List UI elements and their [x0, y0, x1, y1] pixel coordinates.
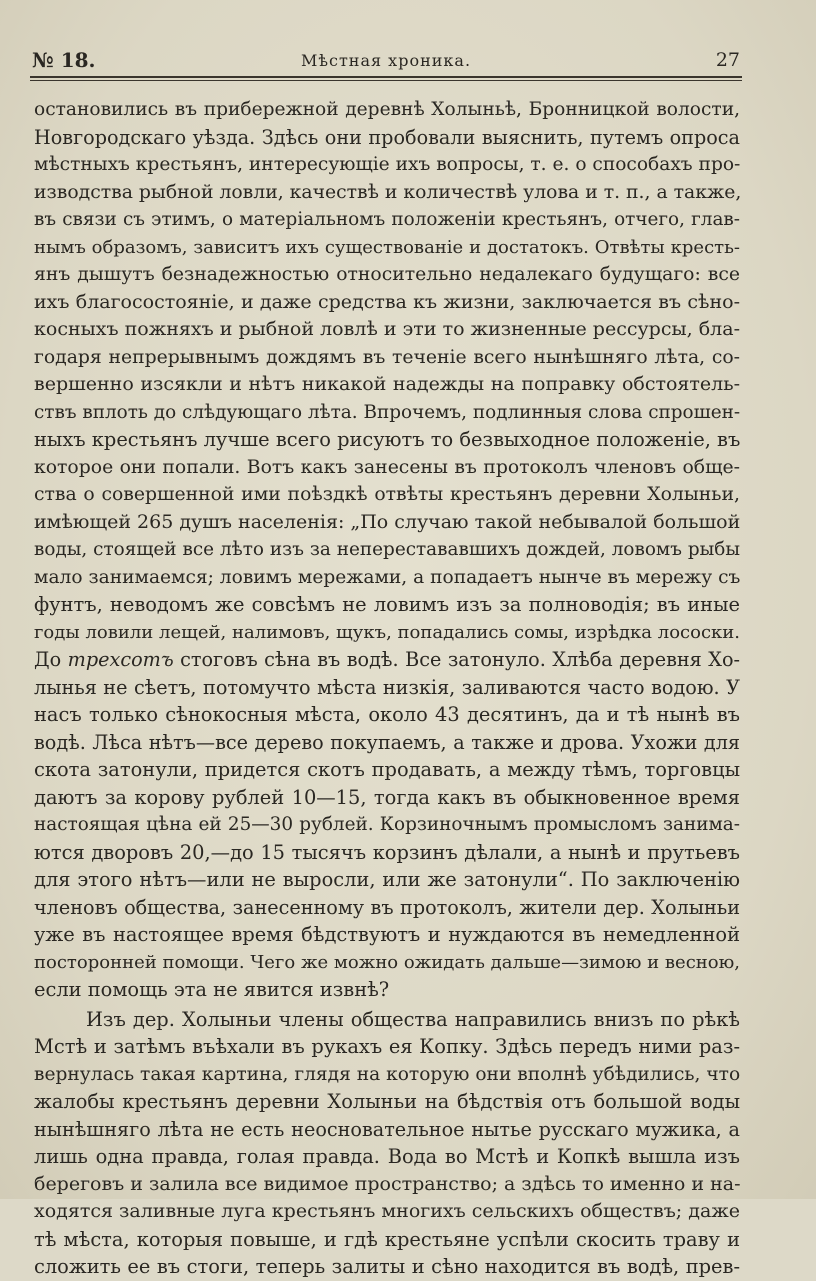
- text-line: ныхъ крестьянъ лучше всего рисуютъ то безвыходное положеніе, въ: [34, 428, 741, 451]
- text-line-italic: [34, 646, 740, 674]
- text-line: годы ловили лещей, налимовъ, щукъ, попадались сомы, изрѣдка лососки.: [34, 621, 740, 643]
- header-rule: [30, 76, 742, 78]
- text-line: для этого нѣтъ—или не выросли, или же затонули“. По заключенію: [34, 868, 740, 891]
- text-after: стоговъ сѣна въ водѣ. Все затонуло. Хлѣба деревня Хо-: [173, 648, 740, 671]
- text-line: ствъ вплоть до слѣдующаго лѣта. Впрочемъ, подлинныя слова спрошен-: [34, 401, 741, 423]
- text-line: членовъ общества, занесенному въ протоколъ, жители дер. Холыньи: [34, 895, 740, 919]
- text-before: До: [34, 648, 68, 671]
- text-line: вершенно изсякли и нѣтъ никакой надежды на поправку обстоятель-: [34, 373, 740, 395]
- text-line: если помощь эта не явится извнѣ?: [34, 978, 390, 1001]
- text-line: въ связи съ этимъ, о матеріальномъ положеніи крестьянъ, отчего, глав-: [34, 209, 740, 230]
- text-line: Мстѣ и затѣмъ въѣхали въ рукахъ ея Копку. Здѣсь передъ ними раз-: [34, 1035, 740, 1058]
- text-line: вернулась такая картина, глядя на которую они вполнѣ убѣдились, что: [34, 1063, 741, 1085]
- text-line: которое они попали. Вотъ какъ занесены въ протоколъ членовъ обще-: [34, 456, 740, 478]
- text-line: нынѣшняго лѣта не есть неосновательное нытье русскаго мужика, а: [34, 1117, 740, 1141]
- header-rule-thin: [30, 80, 742, 81]
- article-body: [34, 96, 740, 1281]
- text-line: ются дворовъ 20,—до 15 тысячъ корзинъ дѣлали, а нынѣ и прутьевъ: [34, 840, 740, 864]
- text-line: тѣ мѣста, которыя повыше, и гдѣ крестьяне успѣли скосить траву и: [34, 1227, 740, 1251]
- text-line: лишь одна правда, голая правда. Вода во Мстѣ и Копкѣ вышла изъ: [34, 1145, 740, 1168]
- text-line: береговъ и залила все видимое пространство; а здѣсь то именно и на-: [34, 1172, 741, 1195]
- text-line: изводства рыбной ловли, качествѣ и количествѣ улова и т. п., а также,: [34, 181, 742, 203]
- text-line: насъ только сѣнокосныя мѣста, около 43 десятинъ, да и тѣ нынѣ въ: [34, 703, 740, 726]
- text-line: Новгородскаго уѣзда. Здѣсь они пробовали выяснить, путемъ опроса: [34, 125, 740, 149]
- italic-word: трехсотъ: [67, 648, 174, 671]
- text-line: даютъ за корову рублей 10—15, тогда какъ въ обыкновенное время: [34, 785, 740, 809]
- text-line: остановились въ прибережной деревнѣ Холыньѣ, Бронницкой волости,: [34, 99, 740, 120]
- text-line: воды, стоящей все лѣто изъ за неперестававшихъ дождей, ловомъ рыбы: [34, 539, 740, 560]
- text-line: янъ дышутъ безнадежностью относительно недалекаго будущаго: все: [34, 264, 740, 285]
- text-line: косныхъ пожняхъ и рыбной ловлѣ и эти то жизненные рессурсы, бла-: [34, 318, 740, 340]
- text-line: нымъ образомъ, зависитъ ихъ существованіе и достатокъ. Отвѣты кресть-: [34, 236, 740, 258]
- running-header: [32, 46, 740, 76]
- issue-number: № 18.: [32, 48, 96, 72]
- text-line: жалобы крестьянъ деревни Холыньи на бѣдствія отъ большой воды: [34, 1090, 740, 1113]
- text-line: Изъ дер. Холыньи члены общества направились внизъ по рѣкѣ: [86, 1007, 740, 1031]
- text-line: водѣ. Лѣса нѣтъ—все дерево покупаемъ, а также и дрова. Ухожи для: [34, 730, 740, 754]
- text-line: лынья не сѣетъ, потомучто мѣста низкія, заливаются часто водою. У: [34, 675, 740, 699]
- text-line: уже въ настоящее время бѣдствуютъ и нуждаются въ немедленной: [34, 923, 740, 946]
- section-title: Мѣстная хроника.: [300, 51, 472, 70]
- text-line: посторонней помощи. Чего же можно ожидать дальше—зимою и весною,: [34, 951, 740, 973]
- text-line: ихъ благосостояніе, и даже средства къ жизни, заключается въ сѣно-: [34, 290, 740, 313]
- text-line: имѣющей 265 душъ населенія: „По случаю такой небывалой большой: [34, 510, 741, 533]
- text-line: мѣстныхъ крестьянъ, интересующіе ихъ вопросы, т. е. о способахъ про-: [34, 154, 741, 175]
- text-line: фунтъ, неводомъ же совсѣмъ не ловимъ изъ за полноводія; въ иные: [34, 593, 740, 616]
- text-line: годаря непрерывнымъ дождямъ въ теченіе всего нынѣшняго лѣта, со-: [34, 346, 740, 368]
- text-line: мало занимаемся; ловимъ мережами, а попадаетъ нынче въ мережу съ: [34, 566, 741, 588]
- text-line: ходятся заливные луга крестьянъ многихъ сельскихъ обществъ; даже: [34, 1200, 740, 1222]
- text-line: сложить ее въ стоги, теперь залиты и сѣно находится въ водѣ, прев-: [34, 1255, 740, 1278]
- text-line: настоящая цѣна ей 25—30 рублей. Корзиночнымъ промысломъ занима-: [34, 814, 740, 835]
- text-line: ства о совершенной ими поѣздкѣ отвѣты крестьянъ деревни Холыньи,: [34, 484, 740, 505]
- page-number: 27: [715, 49, 740, 71]
- text-line: скота затонули, придется скотъ продавать, а между тѣмъ, торговцы: [34, 758, 740, 781]
